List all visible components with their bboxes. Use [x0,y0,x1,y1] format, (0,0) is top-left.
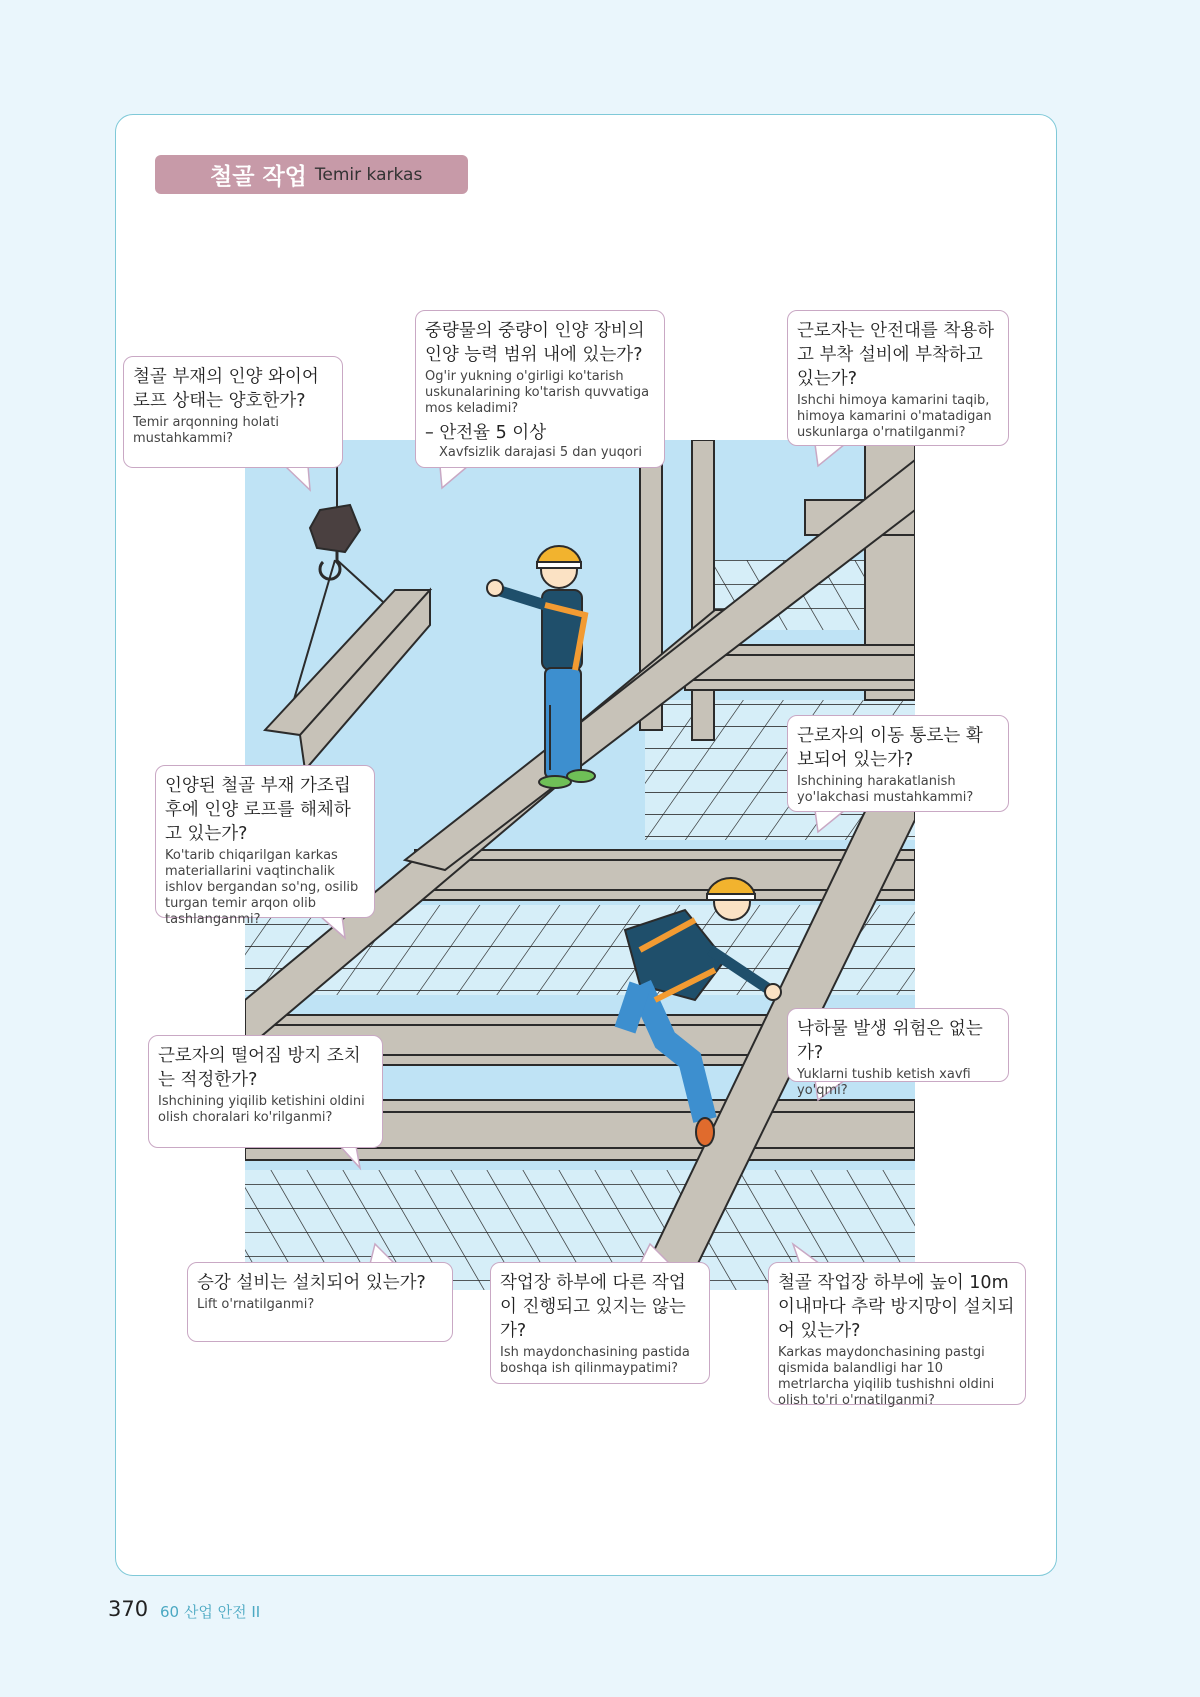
bubble-path-uz: Ishchining harakatlanish yo'lakchasi mustahkammi? [797,774,974,805]
bubble-falling-obj-ko: 낙하물 발생 위험은 없는가? [797,1019,983,1063]
bubble-rope-ko: 인양된 철골 부재 가조립 후에 인양 로프를 해체하고 있는가? [165,776,351,844]
bubble-load-uz: Og'ir yukning o'girligi ko'tarish uskunalarining ko'tarish quvvatiga mos keladimi? [425,369,650,416]
page-number: 370 [108,1597,149,1621]
bubble-net-ko: 철골 작업장 하부에 높이 10m 이내마다 추락 방지망이 설치되어 있는가? [778,1273,1015,1341]
book-title: 60 산업 안전 II [160,1603,261,1621]
bubble-walkway [787,715,1009,812]
bubble-harness-uz: Ishchi himoya kamarini taqib, himoya kamarini o'matadigan uskunlarga o'rnatilganmi? [797,393,992,440]
bubble-lift [187,1262,453,1342]
bubble-safety-net [768,1262,1026,1408]
bubble-load-ko: 중량물의 중량이 인양 장비의 인양 능력 범위 내에 있는가? [425,321,645,365]
bubble-work-below [490,1262,710,1384]
bubble-below-ko: 작업장 하부에 다른 작업이 진행되고 있지는 않는가? [500,1273,686,1341]
bubble-net-uz: Karkas maydonchasining pastgi qismida balandligi har 10 metrlarcha yiqilib tushishni oldini olish to'ri o'rnatilganmi? [778,1345,995,1408]
bubble-fall-prev-ko: 근로자의 떨어짐 방지 조치는 적정한가? [158,1046,361,1090]
bubble-wire-rope [123,356,343,468]
bubble-harness-ko: 근로자는 안전대를 착용하고 부착 설비에 부착하고 있는가? [797,321,995,389]
bubble-falling-objects [787,1008,1009,1098]
bubble-fall-prev-uz: Ishchining yiqilib ketishini oldini olish choralari ko'rilganmi? [158,1094,365,1125]
bubble-load-sub-ko: – 안전율 5 이상 [425,423,547,443]
bubble-wire-ko: 철골 부재의 인양 와이어로프 상태는 양호한가? [133,367,319,411]
bubble-below-uz: Ish maydonchasining pastida boshqa ish qilinmaypatimi? [500,1345,690,1376]
bubble-wire-uz: Temir arqonning holati mustahkammi? [133,415,279,446]
bubble-load-capacity [415,310,665,468]
section-title-uz: Temir karkas [314,164,423,185]
bubble-load-sub-uz: Xavfsizlik darajasi 5 dan yuqori [439,445,642,460]
bubble-lift-uz: Lift o'rnatilganmi? [197,1297,315,1312]
bubble-lift-ko: 승강 설비는 설치되어 있는가? [197,1273,426,1293]
bubble-lifting-rope [155,765,375,927]
bubble-falling-obj-uz: Yuklarni tushib ketish xavfi yo'qmi? [797,1067,971,1098]
bubble-safety-harness [787,310,1009,446]
bubble-fall-prevention [148,1035,383,1148]
bubble-path-ko: 근로자의 이동 통로는 확보되어 있는가? [797,726,983,770]
bubble-rope-uz: Ko'tarib chiqarilgan karkas materiallarini vaqtinchalik ishlov bergandan so'ng, osilib turgan temir arqon olib tashlanganmi? [165,848,359,927]
section-title-ko: 철골 작업 [210,164,307,190]
